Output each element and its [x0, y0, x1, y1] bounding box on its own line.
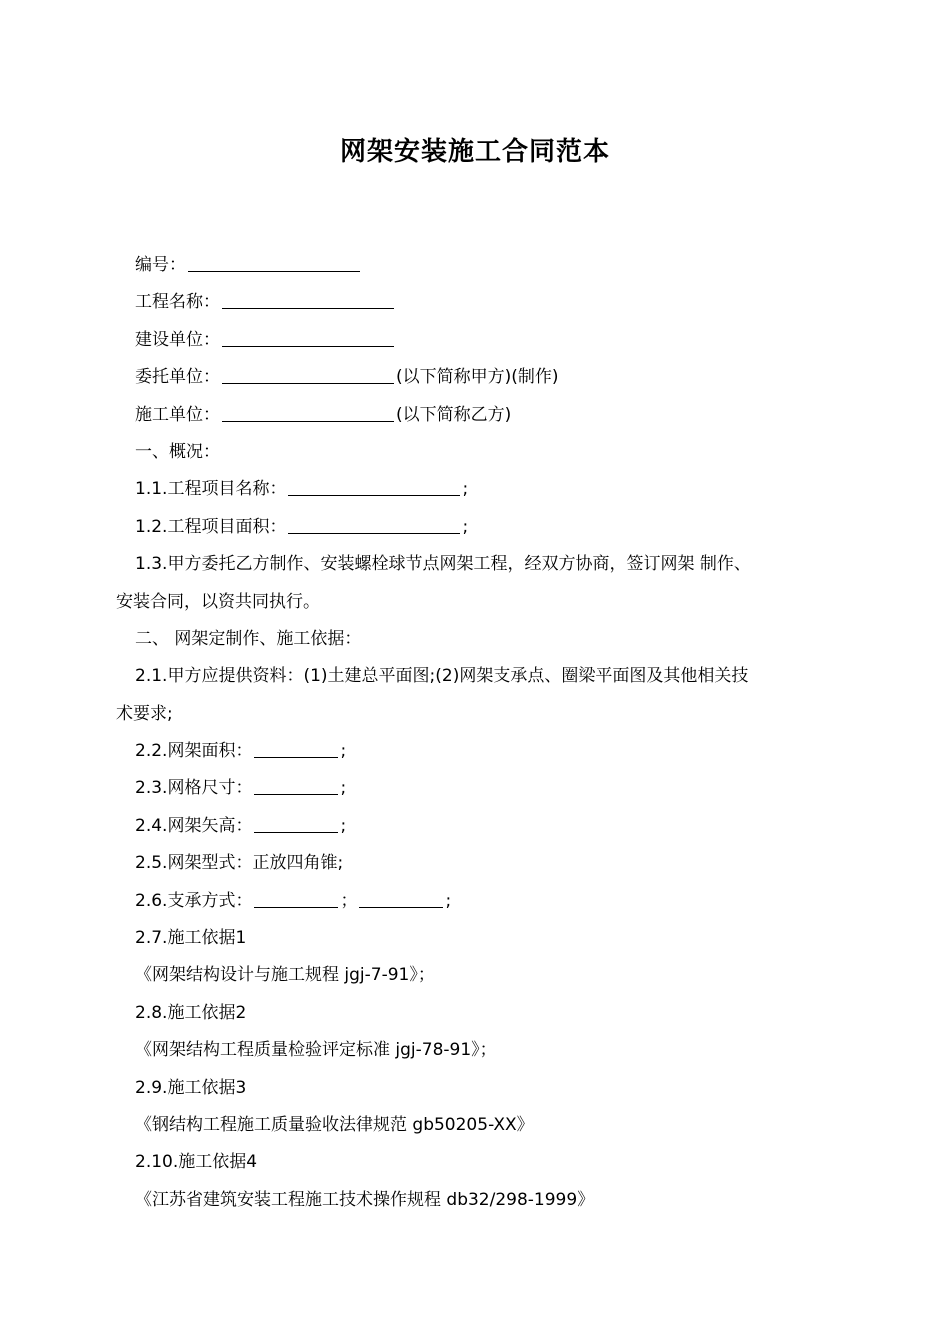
- item-1-3-line2: 安装合同，以资共同执行。: [116, 591, 320, 612]
- field-suffix: (以下简称甲方)(制作): [396, 367, 559, 388]
- blank-underline: [222, 403, 394, 422]
- item-2-2: [116, 733, 842, 770]
- document-body: [116, 247, 842, 1219]
- item-2-6: [116, 883, 842, 920]
- item-1-1: [116, 471, 842, 508]
- blank-underline: [254, 776, 338, 795]
- item-punct: ;: [445, 890, 452, 911]
- item-punct: ;: [340, 741, 347, 762]
- field-client: [116, 359, 842, 396]
- field-label: 工程名称：: [135, 292, 220, 313]
- item-sep: ；: [340, 890, 358, 911]
- blank-underline: [222, 365, 394, 384]
- field-label: 委托单位：: [135, 367, 220, 388]
- section-2-heading: 二、 网架定制作、施工依据：: [135, 628, 362, 649]
- field-contractor: [116, 397, 842, 434]
- blank-underline: [254, 814, 338, 833]
- item-label: 2.3.网格尺寸：: [135, 778, 253, 799]
- item-punct: ;: [340, 778, 347, 799]
- item-2-8-reference: 《网架结构工程质量检验评定标准 jgj-78-91》；: [135, 1040, 497, 1061]
- item-2-7: 2.7.施工依据1: [135, 928, 247, 949]
- item-2-4: [116, 808, 842, 845]
- item-label: 2.2.网架面积：: [135, 741, 253, 762]
- item-punct: ;: [462, 479, 469, 500]
- field-label: 施工单位：: [135, 404, 220, 425]
- item-2-10-reference: 《江苏省建筑安装工程施工技术操作规程 db32/298-1999》: [135, 1189, 595, 1210]
- item-label: 2.4.网架矢高：: [135, 815, 253, 836]
- item-2-1-line1: 2.1.甲方应提供资料：(1)土建总平面图;(2)网架支承点、圈梁平面图及其他相关技: [135, 666, 749, 687]
- field-builder: [116, 322, 842, 359]
- field-number: [116, 247, 842, 284]
- item-2-3: [116, 770, 842, 807]
- item-punct: ;: [340, 815, 347, 836]
- field-project-name: [116, 284, 842, 321]
- blank-underline: [222, 328, 394, 347]
- item-2-9: 2.9.施工依据3: [135, 1077, 247, 1098]
- document-title: 网架安装施工合同范本: [339, 137, 610, 167]
- item-2-7-reference: 《网架结构设计与施工规程 jgj-7-91》；: [135, 965, 435, 986]
- item-1-2: [116, 509, 842, 546]
- item-label: 1.2.工程项目面积：: [135, 516, 287, 537]
- blank-underline: [288, 477, 460, 496]
- blank-underline: [222, 290, 394, 309]
- item-2-8: 2.8.施工依据2: [135, 1002, 247, 1023]
- blank-underline: [254, 739, 338, 758]
- item-2-1-line2: 术要求;: [116, 703, 173, 724]
- item-label: 2.6.支承方式：: [135, 890, 253, 911]
- item-2-9-reference: 《钢结构工程施工质量验收法律规范 gb50205-XX》: [135, 1114, 534, 1135]
- blank-underline: [254, 889, 338, 908]
- item-punct: ;: [462, 516, 469, 537]
- blank-underline: [188, 253, 360, 272]
- section-1-heading: 一、概况：: [135, 441, 220, 462]
- item-label: 1.1.工程项目名称：: [135, 479, 287, 500]
- item-1-3-line1: 1.3.甲方委托乙方制作、安装螺栓球节点网架工程，经双方协商，签订网架 制作、: [135, 554, 751, 575]
- field-suffix: (以下简称乙方): [396, 404, 512, 425]
- field-label: 编号：: [135, 255, 186, 275]
- item-2-5: 2.5.网架型式：正放四角锥;: [135, 853, 344, 874]
- field-label: 建设单位：: [135, 329, 220, 350]
- blank-underline: [359, 889, 443, 908]
- blank-underline: [288, 515, 460, 534]
- item-2-10: 2.10.施工依据4: [135, 1152, 258, 1173]
